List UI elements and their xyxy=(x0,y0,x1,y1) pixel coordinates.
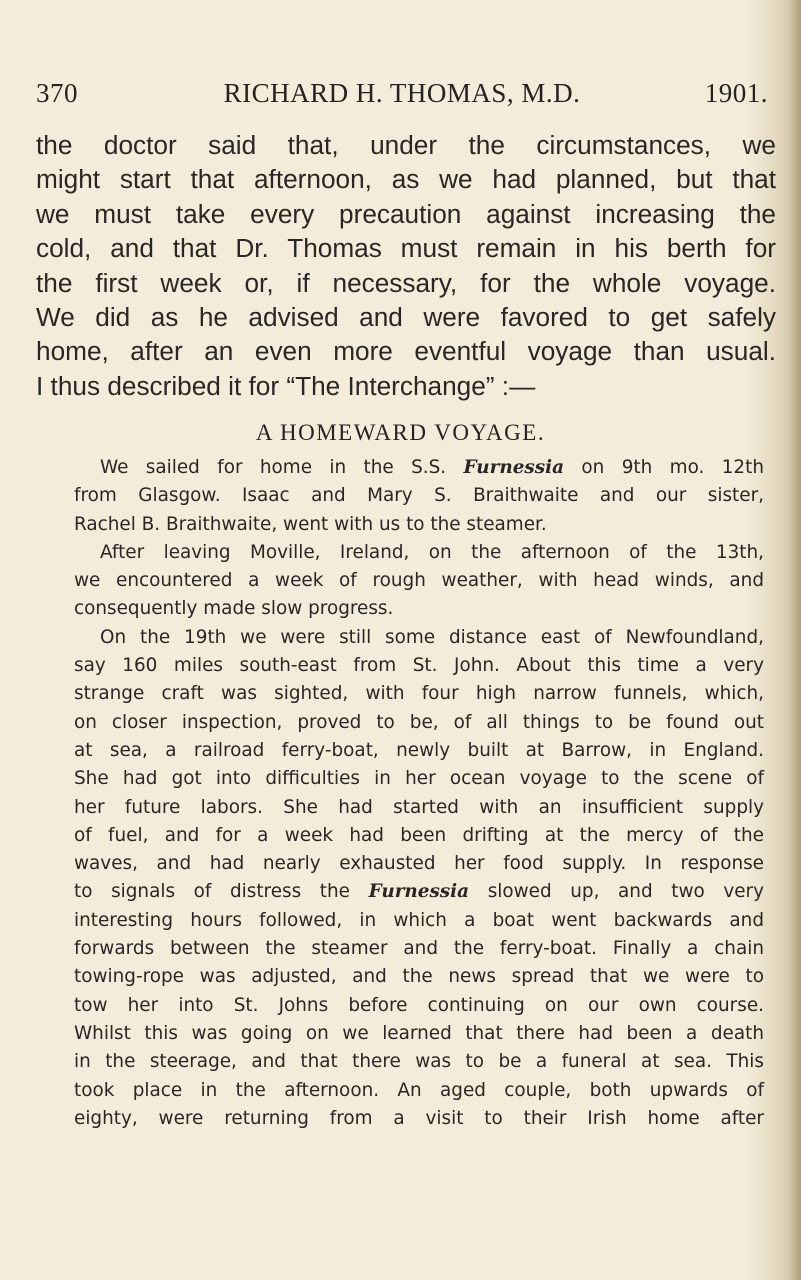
body-line: took place in the afternoon. An aged couple, both upwards of xyxy=(74,1079,764,1101)
body-line: consequently made slow progress. xyxy=(74,598,394,620)
body-line: her future labors. She had started with an insufficient supply xyxy=(74,796,764,818)
section-heading: A HOMEWARD VOYAGE. xyxy=(255,420,546,445)
body-line: strange craft was sighted, with four high narrow funnels, which, xyxy=(74,683,764,705)
body-line: Rachel B. Braithwaite, went with us to the steamer. xyxy=(74,513,547,535)
intro-line: we must take every precaution against increasing the xyxy=(36,198,776,229)
body-line: of fuel, and for a week had been drifting at the mercy of the xyxy=(74,824,764,846)
body-line: On the 19th we were still some distance east of Newfoundland, xyxy=(100,626,764,648)
intro-line: might start that afternoon, as we had planned, but that xyxy=(36,164,776,195)
body-line: eighty, were returning from a visit to their Irish home after xyxy=(74,1107,764,1129)
intro-line: the first week or, if necessary, for the whole voyage. xyxy=(36,267,776,298)
running-year: 1901. xyxy=(704,78,768,108)
body-line: interesting hours followed, in which a boat went backwards and xyxy=(74,909,764,931)
body-line: on closer inspection, proved to be, of all things to be found out xyxy=(74,711,764,733)
body-line: tow her into St. Johns before continuing on our own course. xyxy=(74,994,764,1016)
intro-line: We did as he advised and were favored to get safely xyxy=(36,302,776,333)
text-run: We sailed for home in the S.S. xyxy=(100,457,447,478)
body-line: towing-rope was adjusted, and the news spread that we were to xyxy=(74,966,764,988)
page-edge xyxy=(789,0,801,1280)
body-text xyxy=(74,454,764,1133)
intro-line: the doctor said that, under the circumstances, we xyxy=(36,130,776,160)
body-line: She had got into difficulties in her ocean voyage to the scene of xyxy=(74,768,764,790)
body-line xyxy=(74,878,764,906)
body-line: say 160 miles south-east from St. John. About this time a very xyxy=(74,655,764,677)
body-line xyxy=(74,454,764,482)
intro-line: I thus described it for “The Interchange” :— xyxy=(36,370,536,401)
body-line: we encountered a week of rough weather, with head winds, and xyxy=(74,570,764,592)
body-line: at sea, a railroad ferry-boat, newly built at Barrow, in England. xyxy=(74,739,764,761)
ship-name: Furnessia xyxy=(368,881,470,903)
text-run: on 9th mo. 12th xyxy=(581,457,764,478)
body-line: Whilst this was going on we learned that there had been a death xyxy=(74,1022,764,1044)
running-title: RICHARD H. THOMAS, M.D. xyxy=(223,78,581,108)
intro-line: cold, and that Dr. Thomas must remain in his berth for xyxy=(36,233,776,264)
body-line: from Glasgow. Isaac and Mary S. Braithwaite and our sister, xyxy=(74,485,764,507)
intro-paragraph xyxy=(36,128,776,403)
body-line: in the steerage, and that there was to be a funeral at sea. This xyxy=(74,1051,764,1073)
body-line: forwards between the steamer and the ferry-boat. Finally a chain xyxy=(74,938,764,960)
running-head xyxy=(36,78,768,108)
text-run: to signals of distress the xyxy=(74,881,350,903)
text-run: slowed up, and two very xyxy=(487,881,764,903)
page-number: 370 xyxy=(36,78,78,108)
body-line: After leaving Moville, Ireland, on the afternoon of the 13th, xyxy=(100,541,764,563)
body-line: waves, and had nearly exhausted her food supply. In response xyxy=(74,853,764,875)
ship-name: Furnessia xyxy=(463,457,565,478)
intro-line: home, after an even more eventful voyage than usual. xyxy=(36,336,776,367)
